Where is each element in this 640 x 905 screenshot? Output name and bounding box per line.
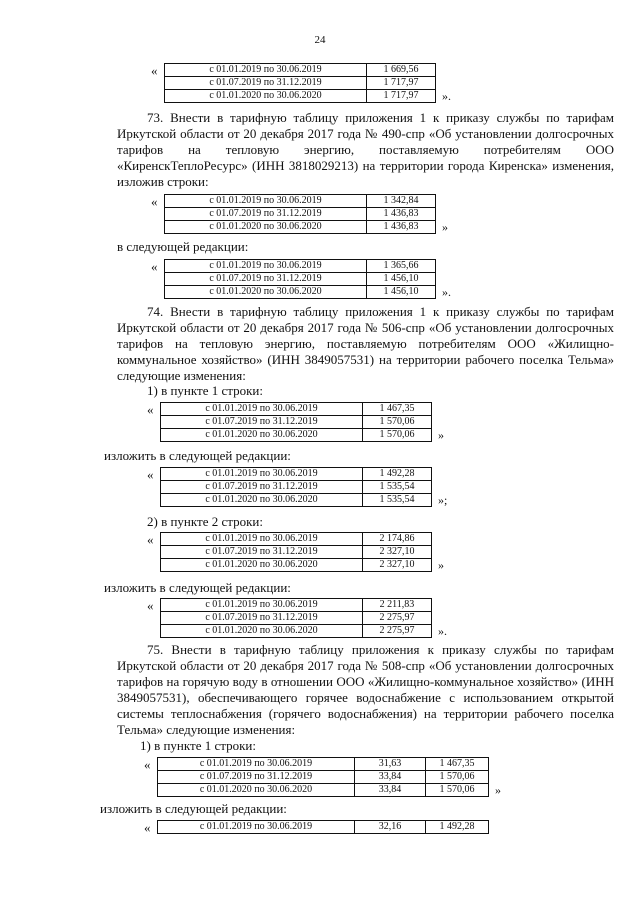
table-row (161, 533, 448, 546)
table-row (165, 208, 452, 221)
new-edition-label: изложить в следующей редакции: (104, 448, 291, 463)
value-cell: 1 717,97 (367, 77, 436, 90)
closing-quote: » (495, 783, 501, 797)
open-quote: « (151, 194, 158, 209)
period-cell: с 01.07.2019 по 31.12.2019 (165, 208, 367, 221)
value-cell: 1 570,06 (426, 784, 489, 797)
period-cell: с 01.01.2019 по 30.06.2019 (161, 403, 363, 416)
value-cell: 1 492,28 (363, 468, 432, 481)
value-cell: 1 570,06 (363, 416, 432, 429)
value-cell: 2 275,97 (363, 625, 432, 638)
period-cell: с 01.07.2019 по 31.12.2019 (161, 416, 363, 429)
period-cell: с 01.01.2019 по 30.06.2019 (165, 260, 367, 273)
table-row (165, 195, 452, 208)
tariff-table (160, 467, 451, 507)
value-cell: 1 570,06 (426, 771, 489, 784)
open-quote: « (144, 757, 151, 772)
table-row (161, 546, 448, 559)
period-cell: с 01.01.2019 по 30.06.2019 (161, 599, 363, 612)
period-cell: с 01.01.2020 по 30.06.2020 (165, 286, 367, 299)
table-row (161, 612, 451, 625)
open-quote: « (151, 63, 158, 78)
table-row (165, 221, 452, 234)
value-cell: 1 717,97 (367, 90, 436, 103)
open-quote: « (144, 820, 151, 835)
value-cell: 33,84 (355, 784, 426, 797)
closing-punctuation: »; (438, 493, 448, 507)
closing-quote: ». (442, 285, 451, 299)
table-row (161, 468, 451, 481)
page-number: 24 (314, 34, 326, 46)
value-cell: 32,16 (355, 821, 426, 834)
tariff-table (157, 820, 489, 834)
new-edition-label: в следующей редакции: (117, 239, 249, 254)
value-cell: 1 669,56 (367, 64, 436, 77)
value-cell: 31,63 (355, 758, 426, 771)
paragraph-75 (117, 642, 614, 738)
table-row (158, 758, 505, 771)
open-quote: « (147, 532, 154, 547)
tariff-table (164, 63, 455, 103)
open-quote: « (147, 402, 154, 417)
new-edition-label: изложить в следующей редакции: (100, 801, 287, 816)
table-row (161, 403, 448, 416)
item-1-label: 1) в пункте 1 строки: (140, 738, 256, 753)
value-cell: 1 436,83 (367, 221, 436, 234)
tariff-table (160, 402, 448, 442)
value-cell: 1 342,84 (367, 195, 436, 208)
period-cell: с 01.07.2019 по 31.12.2019 (158, 771, 355, 784)
item-1-label: 1) в пункте 1 строки: (147, 383, 263, 398)
table-row (161, 599, 451, 612)
value-cell: 1 570,06 (363, 429, 432, 442)
closing-quote: » (442, 220, 448, 234)
tariff-table (160, 598, 451, 638)
period-cell: с 01.01.2020 по 30.06.2020 (165, 90, 367, 103)
period-cell: с 01.01.2019 по 30.06.2019 (161, 468, 363, 481)
closing-quote: ». (438, 624, 447, 638)
value-cell: 2 327,10 (363, 546, 432, 559)
period-cell: с 01.01.2020 по 30.06.2020 (161, 559, 363, 572)
closing-quote: ». (442, 89, 451, 103)
period-cell: с 01.07.2019 по 31.12.2019 (165, 273, 367, 286)
value-cell: 2 327,10 (363, 559, 432, 572)
table-row (158, 784, 505, 797)
value-cell: 2 275,97 (363, 612, 432, 625)
tariff-table (164, 194, 452, 234)
period-cell: с 01.07.2019 по 31.12.2019 (161, 481, 363, 494)
table-row (161, 494, 451, 507)
table-row (165, 260, 455, 273)
period-cell: с 01.01.2020 по 30.06.2020 (165, 221, 367, 234)
table-row (161, 559, 448, 572)
paragraph-73-text: 73. Внести в тарифную таблицу приложения 1 к приказу службы по тарифам Иркутской области от 20 декабря 2017 года № 490-спр «Об установлении долгосрочных тарифов на тепловую энергию, поставляемую потребителям ООО «КиренскТеплоРесурс» (ИНН 3818029213) на территории города Киренска» изменения, изложив строки: (117, 110, 614, 189)
period-cell: с 01.01.2020 по 30.06.2020 (161, 429, 363, 442)
period-cell: с 01.07.2019 по 31.12.2019 (161, 546, 363, 559)
table-row (165, 286, 455, 299)
value-cell: 1 467,35 (363, 403, 432, 416)
closing-quote: » (438, 558, 444, 572)
value-cell: 1 456,10 (367, 286, 436, 299)
paragraph-74 (117, 304, 614, 384)
open-quote: « (147, 467, 154, 482)
table-row (165, 77, 455, 90)
new-edition-label: изложить в следующей редакции: (104, 580, 291, 595)
tariff-table (157, 757, 505, 797)
period-cell: с 01.01.2019 по 30.06.2019 (165, 195, 367, 208)
open-quote: « (151, 259, 158, 274)
period-cell: с 01.01.2019 по 30.06.2019 (158, 758, 355, 771)
item-2-label: 2) в пункте 2 строки: (147, 514, 263, 529)
value-cell: 1 467,35 (426, 758, 489, 771)
value-cell: 1 436,83 (367, 208, 436, 221)
table-row (161, 416, 448, 429)
value-cell: 33,84 (355, 771, 426, 784)
paragraph-74-text: 74. Внести в тарифную таблицу приложения 1 к приказу службы по тарифам Иркутской области от 20 декабря 2017 года № 506-спр «Об установлении долгосрочных тарифов на тепловую энергию, поставляемую потребителям ООО «Жилищно-коммунальное хозяйство» (ИНН 3849057531) на территории рабочего поселка Тельма» следующие изменения: (117, 304, 614, 383)
value-cell: 2 174,86 (363, 533, 432, 546)
table-row (161, 481, 451, 494)
value-cell: 1 535,54 (363, 481, 432, 494)
paragraph-73 (117, 110, 614, 190)
period-cell: с 01.01.2020 по 30.06.2020 (161, 494, 363, 507)
period-cell: с 01.01.2020 по 30.06.2020 (161, 625, 363, 638)
paragraph-75-text: 75. Внести в тарифную таблицу приложения к приказу службы по тарифам Иркутской области от 20 декабря 2017 года № 508-спр «Об установлении долгосрочных тарифов на горячую воду в отношении ООО «Жилищно-коммунальное хозяйство» (ИНН 3849057531), обеспечивающего горячее водоснабжение с использованием открытой системы теплоснабжения (горячего водоснабжения) на территории рабочего поселка Тельма» следующие изменения: (117, 642, 614, 737)
table-row (158, 771, 505, 784)
table-row (161, 625, 451, 638)
period-cell: с 01.01.2020 по 30.06.2020 (158, 784, 355, 797)
period-cell: с 01.01.2019 по 30.06.2019 (158, 821, 355, 834)
period-cell: с 01.07.2019 по 31.12.2019 (165, 77, 367, 90)
period-cell: с 01.01.2019 по 30.06.2019 (165, 64, 367, 77)
value-cell: 1 456,10 (367, 273, 436, 286)
table-row (158, 821, 489, 834)
open-quote: « (147, 598, 154, 613)
value-cell: 1 535,54 (363, 494, 432, 507)
table-row (165, 90, 455, 103)
table-row (165, 64, 455, 77)
table-row (165, 273, 455, 286)
period-cell: с 01.07.2019 по 31.12.2019 (161, 612, 363, 625)
value-cell: 1 492,28 (426, 821, 489, 834)
value-cell: 1 365,66 (367, 260, 436, 273)
table-row (161, 429, 448, 442)
value-cell: 2 211,83 (363, 599, 432, 612)
tariff-table (164, 259, 455, 299)
closing-quote: » (438, 428, 444, 442)
tariff-table (160, 532, 448, 572)
period-cell: с 01.01.2019 по 30.06.2019 (161, 533, 363, 546)
